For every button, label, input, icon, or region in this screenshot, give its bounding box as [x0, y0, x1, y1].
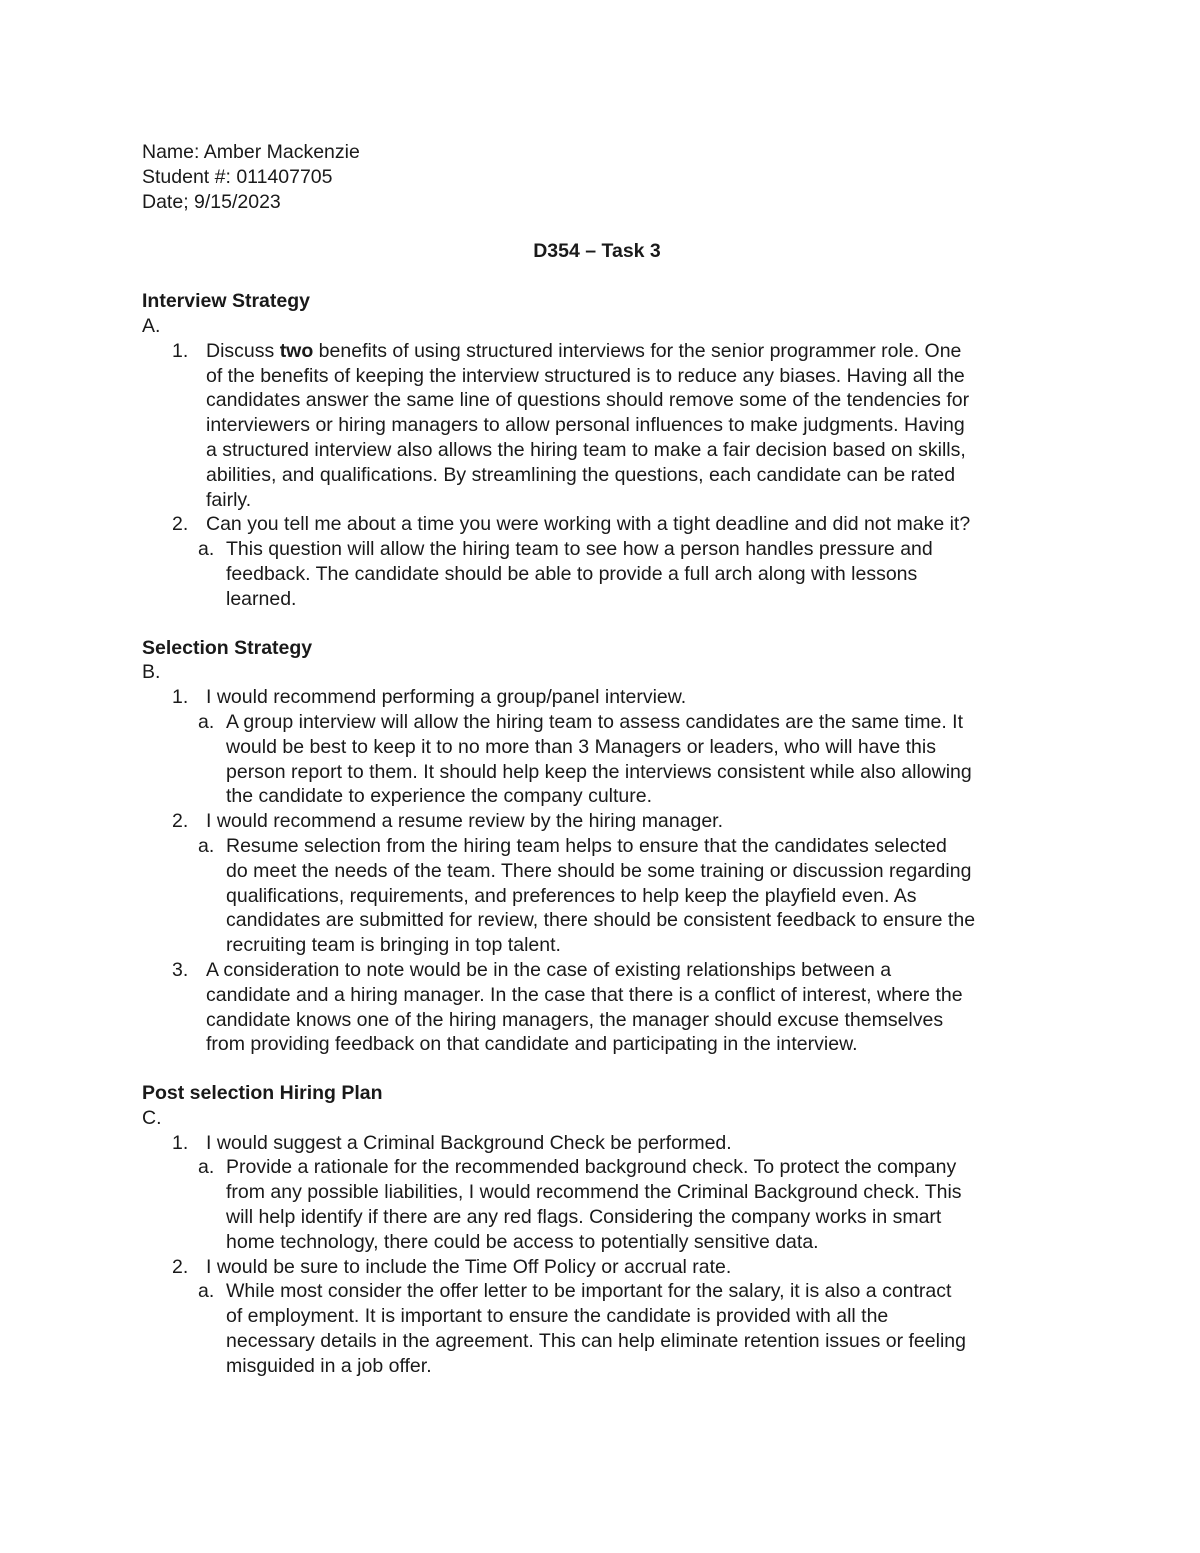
subitem-text-line: While most consider the offer letter to be important for the salary, it is also a contract [226, 1280, 952, 1303]
item-text-line: A consideration to note would be in the case of existing relationships between a [206, 958, 892, 981]
item-text-line: candidate and a hiring manager. In the case that there is a conflict of interest, where the [206, 983, 963, 1006]
section-heading: Post selection Hiring Plan [142, 1082, 383, 1105]
numbered-item [142, 1131, 1062, 1156]
item-text-line: I would recommend a resume review by the hiring manager. [206, 810, 723, 833]
lettered-subitem [142, 710, 1062, 809]
section [142, 1081, 1062, 1379]
document-page [142, 140, 1062, 1379]
item-number: 1. [172, 339, 189, 362]
subitem-text-line: Provide a rationale for the recommended background check. To protect the company [226, 1156, 957, 1179]
item-text-line: interviewers or hiring managers to allow personal influences to make judgments. Having [206, 414, 965, 437]
subitem-text-line: candidates are submitted for review, there should be consistent feedback to ensure the [226, 909, 976, 932]
subitem-text-line: qualifications, requirements, and preferences to help keep the playfield even. As [226, 884, 917, 907]
subitem-text-line: the candidate to experience the company culture. [226, 785, 653, 808]
item-text-line: abilities, and qualifications. By streamlining the questions, each candidate can be rated [206, 463, 956, 486]
subitem-text-line: A group interview will allow the hiring team to assess candidates are the same time. It [226, 710, 964, 733]
item-text-line: from providing feedback on that candidate and participating in the interview. [206, 1033, 858, 1056]
item-number: 2. [172, 513, 189, 536]
subitem-text-line: misguided in a job offer. [226, 1354, 432, 1377]
section-letter: C. [142, 1106, 162, 1129]
item-text-line: Can you tell me about a time you were working with a tight deadline and did not make it? [206, 513, 971, 536]
student-number: Student #: 011407705 [142, 165, 333, 188]
numbered-item [142, 958, 1062, 1057]
subitem-letter: a. [198, 538, 215, 561]
item-number: 2. [172, 810, 189, 833]
subitem-letter: a. [198, 1280, 215, 1303]
student-header [142, 140, 1062, 214]
section-letter: B. [142, 661, 161, 684]
subitem-text-line: person report to them. It should help keep the interviews consistent while also allowing [226, 760, 972, 783]
item-text-line: candidates answer the same line of questions should remove some of the tendencies for [206, 389, 970, 412]
student-name: Name: Amber Mackenzie [142, 141, 360, 163]
item-text-line: I would suggest a Criminal Background Check be performed. [206, 1131, 732, 1154]
subitem-text-line: of employment. It is important to ensure the candidate is provided with all the [226, 1305, 889, 1328]
item-text-line: candidate knows one of the hiring managers, the manager should excuse themselves [206, 1008, 944, 1031]
subitem-text-line: will help identify if there are any red flags. Considering the company works in smart [226, 1206, 942, 1229]
item-number: 3. [172, 958, 189, 981]
numbered-item [142, 339, 1062, 513]
item-text-line: I would be sure to include the Time Off Policy or accrual rate. [206, 1255, 732, 1278]
subitem-letter: a. [198, 710, 215, 733]
item-number: 2. [172, 1255, 189, 1278]
item-text-line: I would recommend performing a group/panel interview. [206, 686, 687, 709]
document-title: D354 – Task 3 [533, 240, 661, 263]
section-letter: A. [142, 314, 161, 337]
numbered-item [142, 512, 1062, 537]
subitem-text-line: This question will allow the hiring team to see how a person handles pressure and [226, 538, 933, 561]
subitem-text-line: home technology, there could be access to potentially sensitive data. [226, 1230, 819, 1253]
subitem-text-line: do meet the needs of the team. There should be some training or discussion regarding [226, 859, 972, 882]
subitem-text-line: would be best to keep it to no more than 3 Managers or leaders, who will have this [226, 735, 936, 758]
section-heading: Interview Strategy [142, 290, 310, 313]
item-text-line: a structured interview also allows the hiring team to make a fair decision based on skills, [206, 438, 966, 461]
lettered-subitem [142, 537, 1062, 611]
subitem-text-line: recruiting team is bringing in top talent. [226, 934, 561, 957]
item-number: 1. [172, 686, 189, 709]
lettered-subitem [142, 1155, 1062, 1254]
submission-date: Date; 9/15/2023 [142, 190, 281, 213]
item-number: 1. [172, 1131, 189, 1154]
item-text-line: of the benefits of keeping the interview structured is to reduce any biases. Having all the [206, 364, 965, 387]
lettered-subitem [142, 1279, 1062, 1378]
section-heading: Selection Strategy [142, 636, 313, 659]
emphasized-word: two [279, 339, 314, 362]
numbered-item [142, 1255, 1062, 1280]
subitem-text-line: Resume selection from the hiring team helps to ensure that the candidates selected [226, 834, 947, 857]
subitem-text-line: feedback. The candidate should be able to provide a full arch along with lessons [226, 562, 918, 585]
subitem-text-line: necessary details in the agreement. This can help eliminate retention issues or feeling [226, 1330, 966, 1353]
section [142, 636, 1062, 1058]
item-text-line: Discuss two benefits of using structured interviews for the senior programmer role. One [206, 339, 962, 362]
section [142, 289, 1062, 611]
subitem-text-line: learned. [226, 587, 297, 610]
numbered-item [142, 685, 1062, 710]
item-text-line: fairly. [206, 488, 252, 511]
document-sections [142, 289, 1062, 1378]
lettered-subitem [142, 834, 1062, 958]
numbered-item [142, 809, 1062, 834]
subitem-letter: a. [198, 1156, 215, 1179]
subitem-text-line: from any possible liabilities, I would recommend the Criminal Background check. This [226, 1181, 962, 1204]
subitem-letter: a. [198, 834, 215, 857]
